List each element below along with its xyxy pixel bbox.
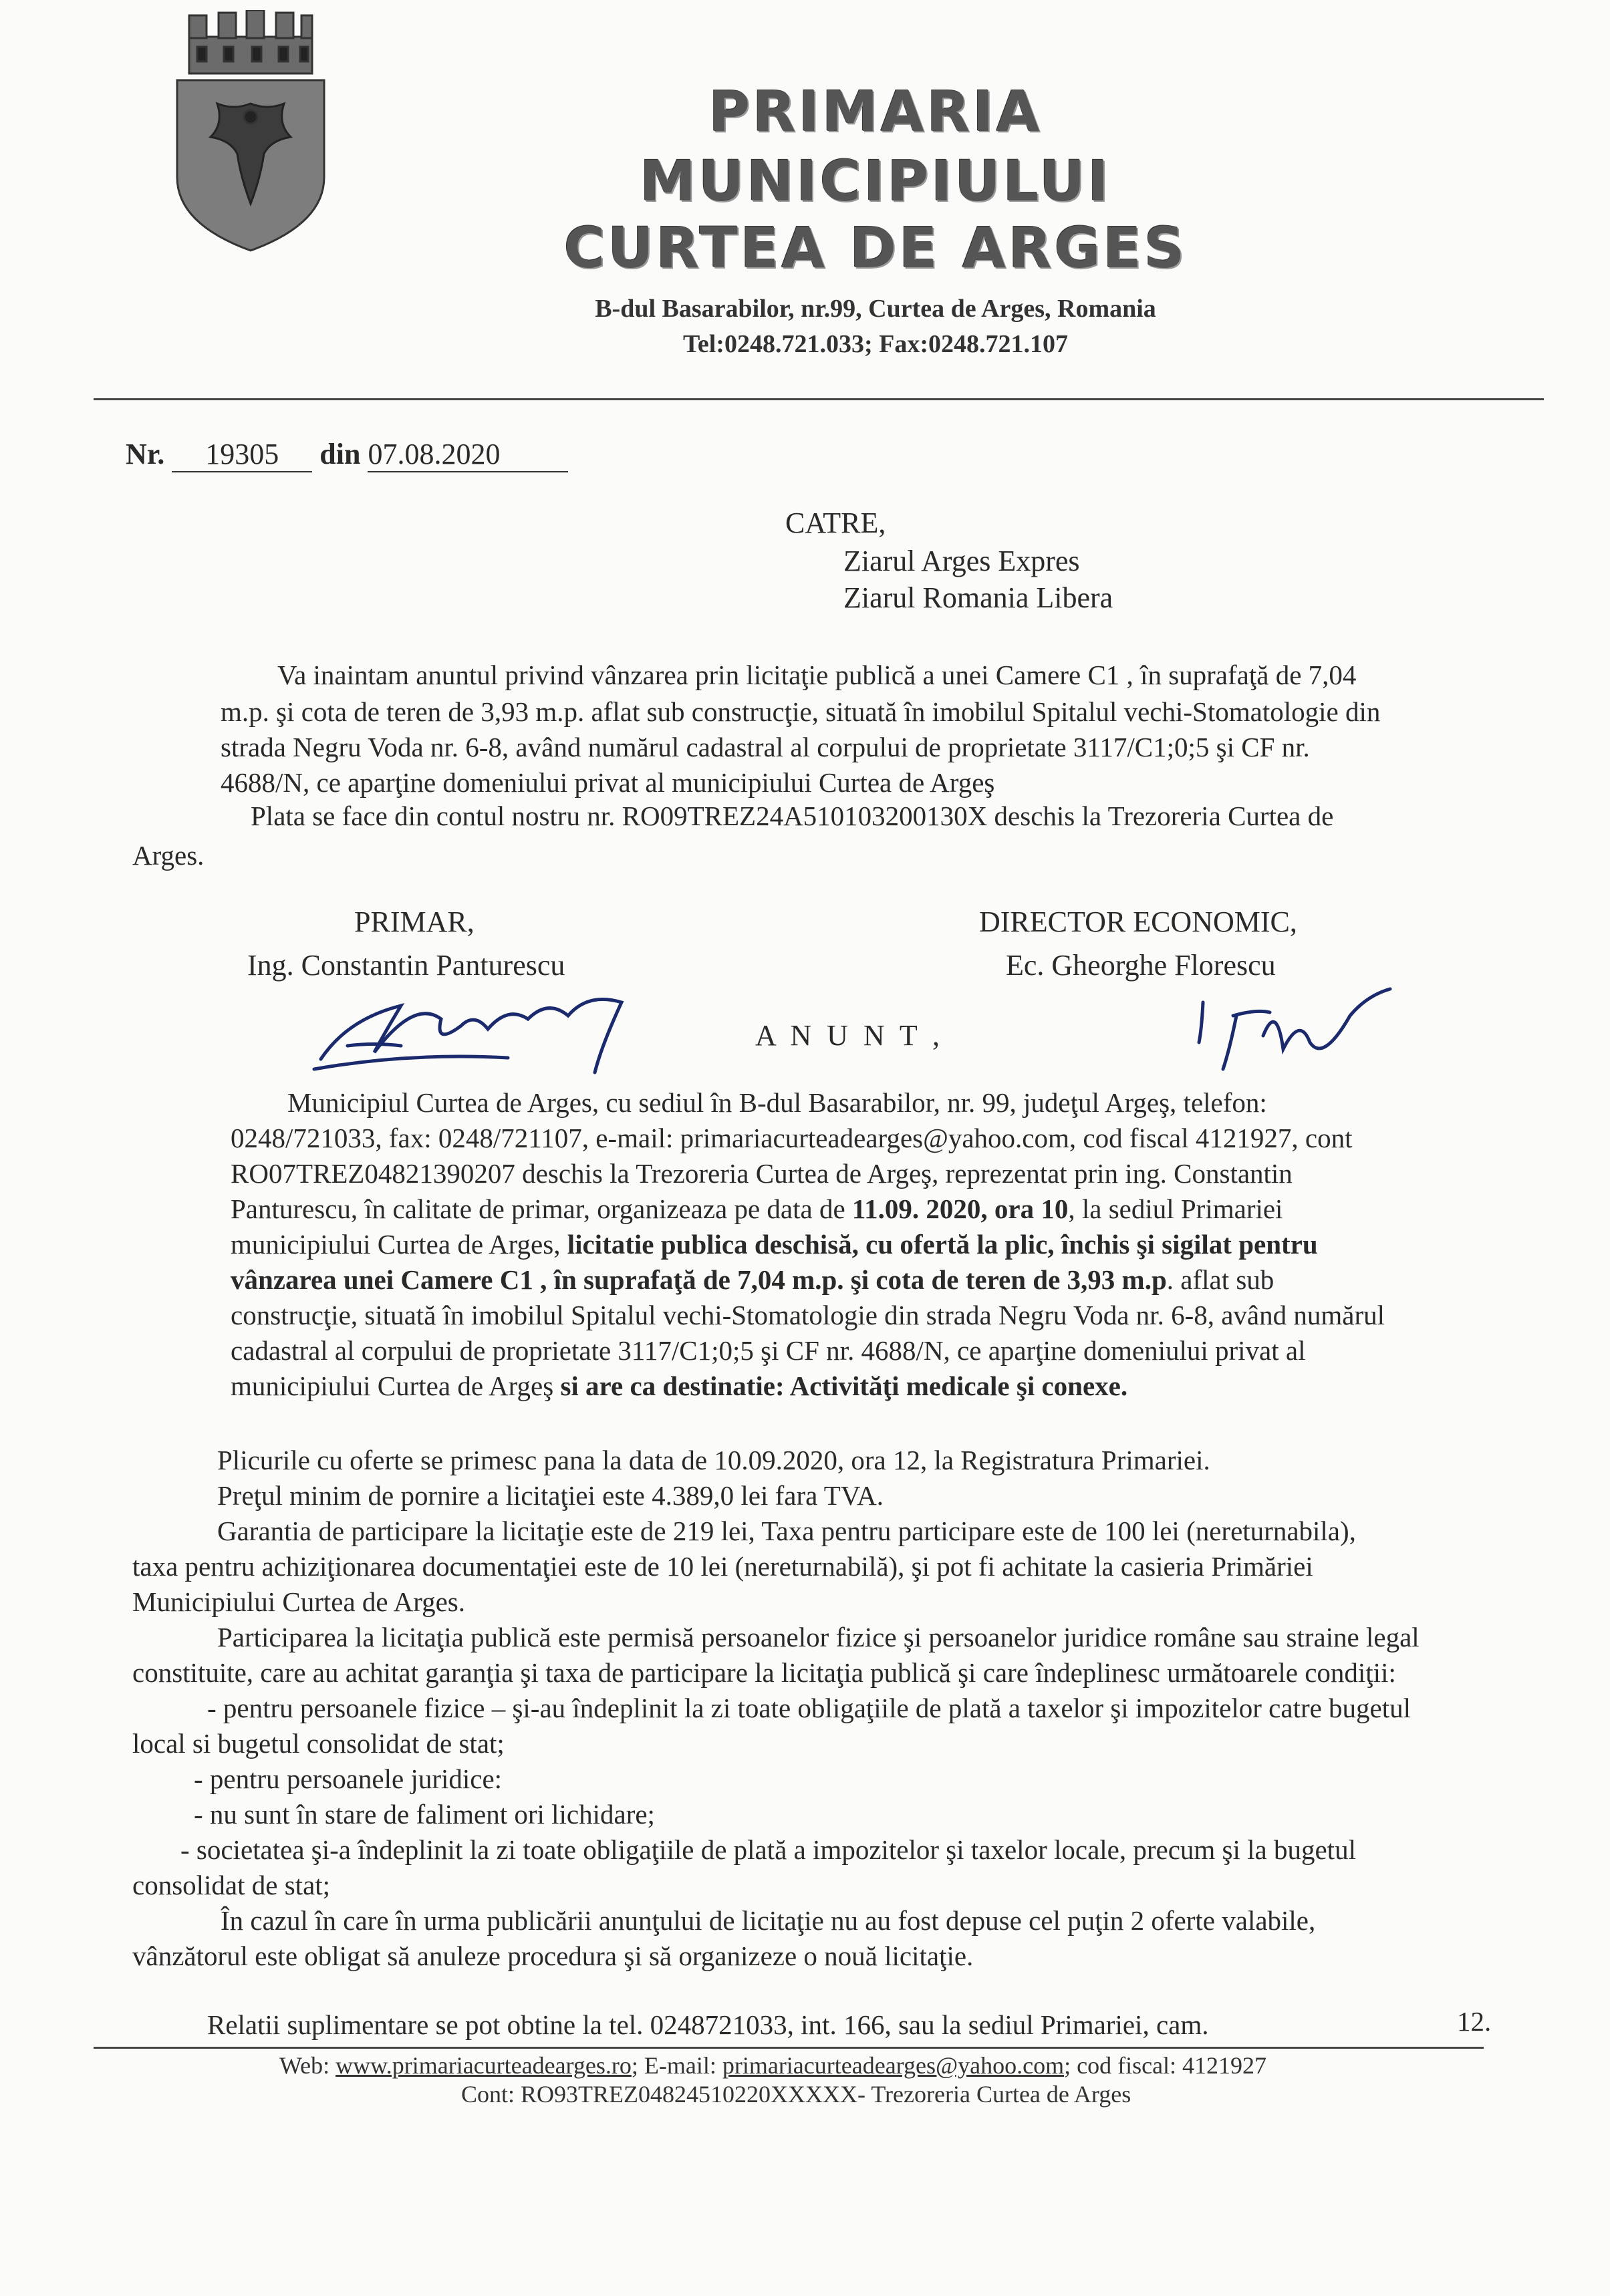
starting-price: Preţul minim de pornire a licitaţiei este 4.389,0 lei fara TVA. xyxy=(217,1480,884,1511)
announcement-p1-line4 xyxy=(231,1192,1283,1226)
email-label: ; E-mail: xyxy=(631,2052,716,2079)
footer-contact-line xyxy=(279,2051,1266,2079)
guarantee-line1: Garantia de participare la licitaţie este de 219 lei, Taxa pentru participare este de 100 lei (nereturnabila), xyxy=(217,1516,1356,1546)
mayor-title: PRIMAR, xyxy=(354,905,475,938)
cover-letter-line2: m.p. şi cota de teren de 3,93 m.p. aflat sub construcţie, situată în imobilul Spitalul vechi-Stomatologie din xyxy=(221,696,1381,727)
participation-line2: constituite, care au achitat garanţia şi taxa de participare la licitaţia publică şi care îndeplinesc următoarele condiţii: xyxy=(132,1657,1396,1688)
to-label: CATRE, xyxy=(785,507,886,539)
cover-letter-line5: Plata se face din contul nostru nr. RO09TREZ24A510103200130X deschis la Trezoreria Curtea de xyxy=(251,801,1334,831)
announcement-p1-line8: cadastral al corpului de proprietate 3117/C1;0;5 şi CF nr. 4688/N, ce aparţine domeniului privat al xyxy=(231,1335,1306,1366)
contact-info: Relatii suplimentare se pot obtine la tel. 0248721033, int. 166, sau la sediul Primariei, cam. xyxy=(207,2009,1209,2040)
cover-letter-line3: strada Negru Voda nr. 6-8, având numărul cadastral al corpului de proprietate 3117/C1;0;5 şi CF nr. xyxy=(221,732,1310,762)
cover-letter-line6: Arges. xyxy=(132,840,205,871)
institution-title-line1: PRIMARIA xyxy=(708,79,1043,144)
institution-title-line2: MUNICIPIULUI xyxy=(640,148,1111,214)
guarantee-line3: Municipiului Curtea de Arges. xyxy=(132,1586,466,1617)
footer-divider xyxy=(94,2047,1484,2049)
room-number: 12. xyxy=(1457,2006,1492,2037)
cover-letter-line1: Va inaintam anuntul privind vânzarea prin licitaţie publică a unei Camere C1 , în suprafaţă de 7,04 xyxy=(277,660,1357,690)
guarantee-line2: taxa pentru achiziţionarea documentaţiei este de 10 lei (nereturnabilă), şi pot fi achitate la casieria Primăriei xyxy=(132,1551,1313,1582)
footer-account: Cont: RO93TREZ04824510220XXXXX- Trezoreria Curtea de Arges xyxy=(461,2081,1131,2108)
nr-label: Nr. xyxy=(126,438,165,470)
nr-value: 19305 xyxy=(172,438,312,472)
recipient-2: Ziarul Romania Libera xyxy=(843,581,1113,614)
p1-line6-tail: . aflat sub xyxy=(1166,1264,1274,1295)
website-link[interactable]: www.primariacurteadearges.ro xyxy=(336,2052,632,2079)
participation-line1: Participarea la licitaţia publică este permisă persoanelor fizice şi persoanelor juridice române sau straine legal xyxy=(217,1622,1420,1653)
reference-date: 07.08.2020 xyxy=(368,438,568,472)
director-title: DIRECTOR ECONOMIC, xyxy=(979,905,1297,938)
condition-physical-persons: - pentru persoanele fizice – şi-au îndeplinit la zi toate obligaţiile de plată a taxelor şi impozitelor catre bugetul xyxy=(207,1693,1412,1723)
coat-of-arms-emblem xyxy=(170,10,331,254)
announcement-p1-line2: 0248/721033, fax: 0248/721107, e-mail: primariacurteadearges@yahoo.com, cod fiscal 4121927, cont xyxy=(231,1123,1353,1153)
mayor-signature xyxy=(307,979,642,1086)
p1-line4-tail: , la sediul Primariei xyxy=(1068,1193,1283,1224)
director-signature xyxy=(1183,976,1397,1083)
condition-no-bankruptcy: - nu sunt în stare de faliment ori lichidare; xyxy=(194,1799,655,1830)
condition-obligations: - societatea şi-a îndeplinit la zi toate obligaţiile de plată a impozitelor şi taxelor locale, precum şi la bugetul xyxy=(180,1834,1356,1865)
condition-obligations-cont: consolidat de stat; xyxy=(132,1870,331,1900)
offers-deadline: Plicurile cu oferte se primesc pana la data de 10.09.2020, ora 12, la Registratura Primariei. xyxy=(217,1445,1210,1475)
recipient-1: Ziarul Arges Expres xyxy=(843,545,1080,577)
cover-letter-line4: 4688/N, ce aparţine domeniului privat al municipiului Curtea de Argeş xyxy=(221,767,995,798)
condition-physical-persons-cont: local si bugetul consolidat de stat; xyxy=(132,1728,505,1759)
din-label: din xyxy=(319,438,361,470)
institution-title-line3: CURTEA DE ARGES xyxy=(563,215,1188,281)
announcement-p1-line7: construcţie, situată în imobilul Spitalul vechi-Stomatologie din strada Negru Voda nr. 6-8, având numărul xyxy=(231,1300,1385,1330)
header-divider xyxy=(94,398,1544,400)
fiscal-code: ; cod fiscal: 4121927 xyxy=(1064,2052,1267,2079)
phone-fax-line: Tel:0248.721.033; Fax:0248.721.107 xyxy=(683,330,1068,358)
mayor-name: Ing. Constantin Panturescu xyxy=(247,949,565,982)
p1-line9-text: municipiului Curtea de Argeş xyxy=(231,1371,561,1401)
email-link[interactable]: primariacurteadearges@yahoo.com xyxy=(722,2052,1065,2079)
p1-line5-text: municipiului Curtea de Arges, xyxy=(231,1229,567,1260)
p1-line4-text: Panturescu, în calitate de primar, organizeaza pe data de xyxy=(231,1193,852,1224)
director-name: Ec. Gheorghe Florescu xyxy=(1006,949,1276,982)
condition-legal-persons: - pentru persoanele juridice: xyxy=(194,1763,503,1794)
auction-type: licitatie publica deschisă, cu ofertă la plic, închis şi sigilat pentru xyxy=(567,1229,1318,1260)
annulment-line1: În cazul în care în urma publicării anunţului de licitaţie nu au fost depuse cel puţin 2 oferte valabile, xyxy=(221,1905,1316,1936)
auction-date-time: 11.09. 2020, ora 10 xyxy=(851,1193,1069,1224)
destination: si are ca destinatie: Activităţi medicale şi conexe. xyxy=(560,1371,1128,1401)
reference-number xyxy=(126,438,568,472)
annulment-line2: vânzătorul este obligat să anuleze procedura şi să organizeze o nouă licitaţie. xyxy=(132,1941,974,1971)
address-line: B-dul Basarabilor, nr.99, Curtea de Arges, Romania xyxy=(595,295,1156,323)
announcement-p1-line6 xyxy=(231,1263,1274,1296)
announcement-p1-line5 xyxy=(231,1228,1318,1261)
announcement-p1-line3: RO07TREZ04821390207 deschis la Trezoreria Curtea de Argeş, reprezentat prin ing. Constantin xyxy=(231,1158,1293,1189)
web-label: Web: xyxy=(279,2052,330,2079)
announcement-p1-line9 xyxy=(231,1369,1127,1403)
sale-object: vânzarea unei Camere C1 , în suprafaţă de 7,04 m.p. şi cota de teren de 3,93 m.p xyxy=(231,1264,1167,1295)
announcement-p1-line1: Municipiul Curtea de Arges, cu sediul în B-dul Basarabilor, nr. 99, judeţul Argeş, telefon: xyxy=(287,1087,1267,1118)
announcement-heading: A N U N T , xyxy=(755,1019,944,1052)
